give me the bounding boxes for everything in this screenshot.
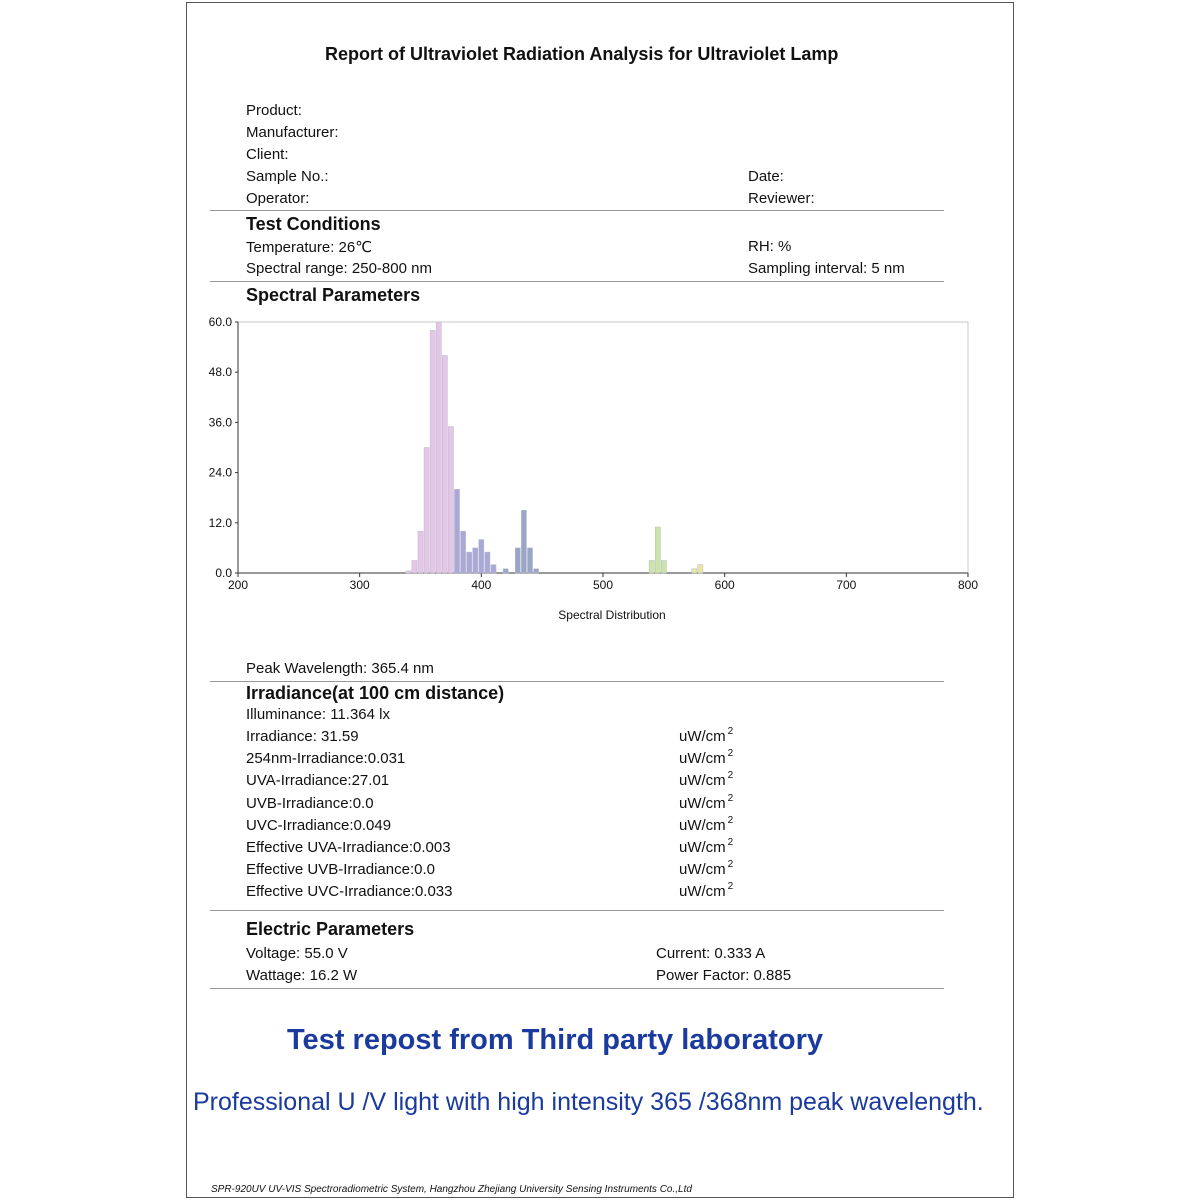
spectrum-bar: [698, 565, 703, 573]
irradiance-unit: [679, 772, 733, 789]
irradiance-item: Effective UVA-Irradiance:0.003: [246, 839, 451, 856]
x-axis-title: Spectral Distribution: [558, 608, 666, 622]
unit-superscript: 2: [727, 814, 734, 826]
plot-frame: [238, 322, 968, 573]
x-tick-label: 800: [957, 578, 979, 592]
spectrum-bar: [448, 427, 453, 573]
sampling-interval-value: Sampling interval: 5 nm: [748, 260, 905, 277]
irradiance-item: UVA-Irradiance:27.01: [246, 772, 390, 790]
irradiance-unit: [679, 861, 733, 878]
spectrum-bar: [491, 565, 496, 573]
divider: [210, 681, 944, 682]
spectrum-bar: [436, 322, 441, 573]
voltage-value: Voltage: 55.0 V: [246, 945, 348, 962]
rh-value: RH: %: [748, 238, 792, 255]
illuminance-value: Illuminance: 11.364 lx: [246, 706, 390, 723]
temperature-value: Temperature: 26℃: [246, 239, 373, 256]
unit-superscript: 2: [727, 837, 734, 848]
y-tick-label: 24.0: [208, 465, 232, 480]
irradiance-unit: [679, 792, 734, 812]
spectral-distribution-chart: [200, 312, 1000, 630]
spectrum-bar: [454, 489, 459, 573]
sample-no-label: Sample No.:: [246, 168, 329, 185]
unit-text: uW/cm: [679, 750, 726, 768]
spectrum-bar: [515, 548, 520, 573]
spectral-range-value: Spectral range: 250-800 nm: [246, 260, 432, 277]
spectrum-bar: [649, 560, 654, 573]
y-tick-label: 60.0: [208, 315, 232, 329]
operator-label: Operator:: [246, 190, 310, 207]
product-label: Product:: [246, 102, 302, 119]
reviewer-label: Reviewer:: [748, 190, 815, 207]
x-tick-label: 600: [714, 578, 735, 592]
unit-superscript: 2: [727, 881, 734, 893]
y-tick-label: 48.0: [208, 365, 232, 380]
spectrum-bar: [442, 355, 447, 573]
unit-text: uW/cm: [679, 772, 726, 790]
manufacturer-label: Manufacturer:: [246, 124, 339, 141]
irradiance-unit: [679, 728, 733, 745]
spectrum-bar: [467, 552, 472, 573]
irradiance-item: Effective UVB-Irradiance:0.0: [246, 861, 435, 879]
report-title: Report of Ultraviolet Radiation Analysis for Ultraviolet Lamp: [325, 44, 839, 64]
irradiance-unit: [679, 814, 734, 834]
unit-text: uW/cm: [679, 861, 726, 879]
current-value: Current: 0.333 A: [656, 945, 766, 962]
divider: [210, 281, 944, 282]
spectrum-bar: [473, 548, 478, 573]
spectrum-bar: [479, 540, 484, 573]
spectrum-bar: [430, 330, 435, 573]
unit-superscript: 2: [727, 792, 734, 804]
spectrum-bar: [692, 569, 697, 573]
spectrum-bar: [424, 448, 429, 574]
irradiance-item: 254nm-Irradiance:0.031: [246, 750, 406, 768]
unit-text: uW/cm: [679, 883, 726, 901]
y-tick-label: 36.0: [208, 415, 232, 430]
spectrum-bar: [534, 569, 539, 573]
peak-wavelength-value: Peak Wavelength: 365.4 nm: [246, 660, 434, 677]
divider: [210, 210, 944, 211]
electric-parameters-heading: Electric Parameters: [246, 919, 415, 939]
promo-subline: Professional U /V light with high intensity 365 /368nm peak wavelength.: [193, 1088, 984, 1116]
unit-superscript: 2: [727, 770, 734, 782]
power-factor-value: Power Factor: 0.885: [656, 967, 792, 984]
unit-text: uW/cm: [679, 839, 726, 856]
unit-superscript: 2: [727, 726, 734, 737]
x-tick-label: 700: [836, 578, 857, 592]
test-conditions-heading: Test Conditions: [246, 214, 381, 234]
unit-superscript: 2: [727, 859, 734, 871]
irradiance-unit: [679, 839, 733, 856]
spectrum-bar: [412, 560, 417, 573]
x-tick-label: 500: [592, 578, 614, 592]
unit-text: uW/cm: [679, 728, 726, 745]
spectrum-bar: [461, 531, 466, 573]
client-label: Client:: [246, 146, 289, 163]
date-label: Date:: [748, 168, 784, 185]
spectrum-bar: [418, 531, 423, 573]
x-tick-label: 300: [349, 578, 370, 592]
unit-superscript: 2: [727, 748, 734, 760]
spectrum-bar: [503, 569, 508, 573]
wattage-value: Wattage: 16.2 W: [246, 967, 358, 984]
irradiance-item: Effective UVC-Irradiance:0.033: [246, 883, 453, 901]
divider: [210, 988, 944, 989]
irradiance-heading: Irradiance(at 100 cm distance): [246, 683, 505, 703]
spectrum-bar: [521, 510, 526, 573]
spectrum-bar: [661, 560, 666, 573]
irradiance-item: UVC-Irradiance:0.049: [246, 816, 392, 834]
footer-note: SPR-920UV UV-VIS Spectroradiometric System, Hangzhou Zhejiang University Sensing Instruments Co.,Ltd: [211, 1184, 692, 1195]
promo-headline: Test repost from Third party laboratory: [287, 1024, 824, 1056]
unit-text: uW/cm: [679, 816, 726, 834]
x-tick-label: 400: [471, 578, 492, 592]
spectrum-bar: [406, 571, 411, 573]
irradiance-item: UVB-Irradiance:0.0: [246, 794, 374, 812]
spectrum-bar: [655, 527, 660, 573]
irradiance-unit: [679, 883, 733, 900]
x-tick-label: 200: [227, 578, 249, 592]
y-tick-label: 0.0: [215, 566, 232, 580]
spectrum-bar: [485, 552, 490, 573]
y-tick-label: 12.0: [208, 515, 232, 530]
spectral-parameters-heading: Spectral Parameters: [246, 285, 421, 305]
divider: [210, 910, 944, 911]
unit-text: uW/cm: [679, 794, 726, 812]
irradiance-unit: [679, 750, 733, 767]
irradiance-item: Irradiance: 31.59: [246, 728, 359, 745]
spectrum-bar: [527, 548, 532, 573]
